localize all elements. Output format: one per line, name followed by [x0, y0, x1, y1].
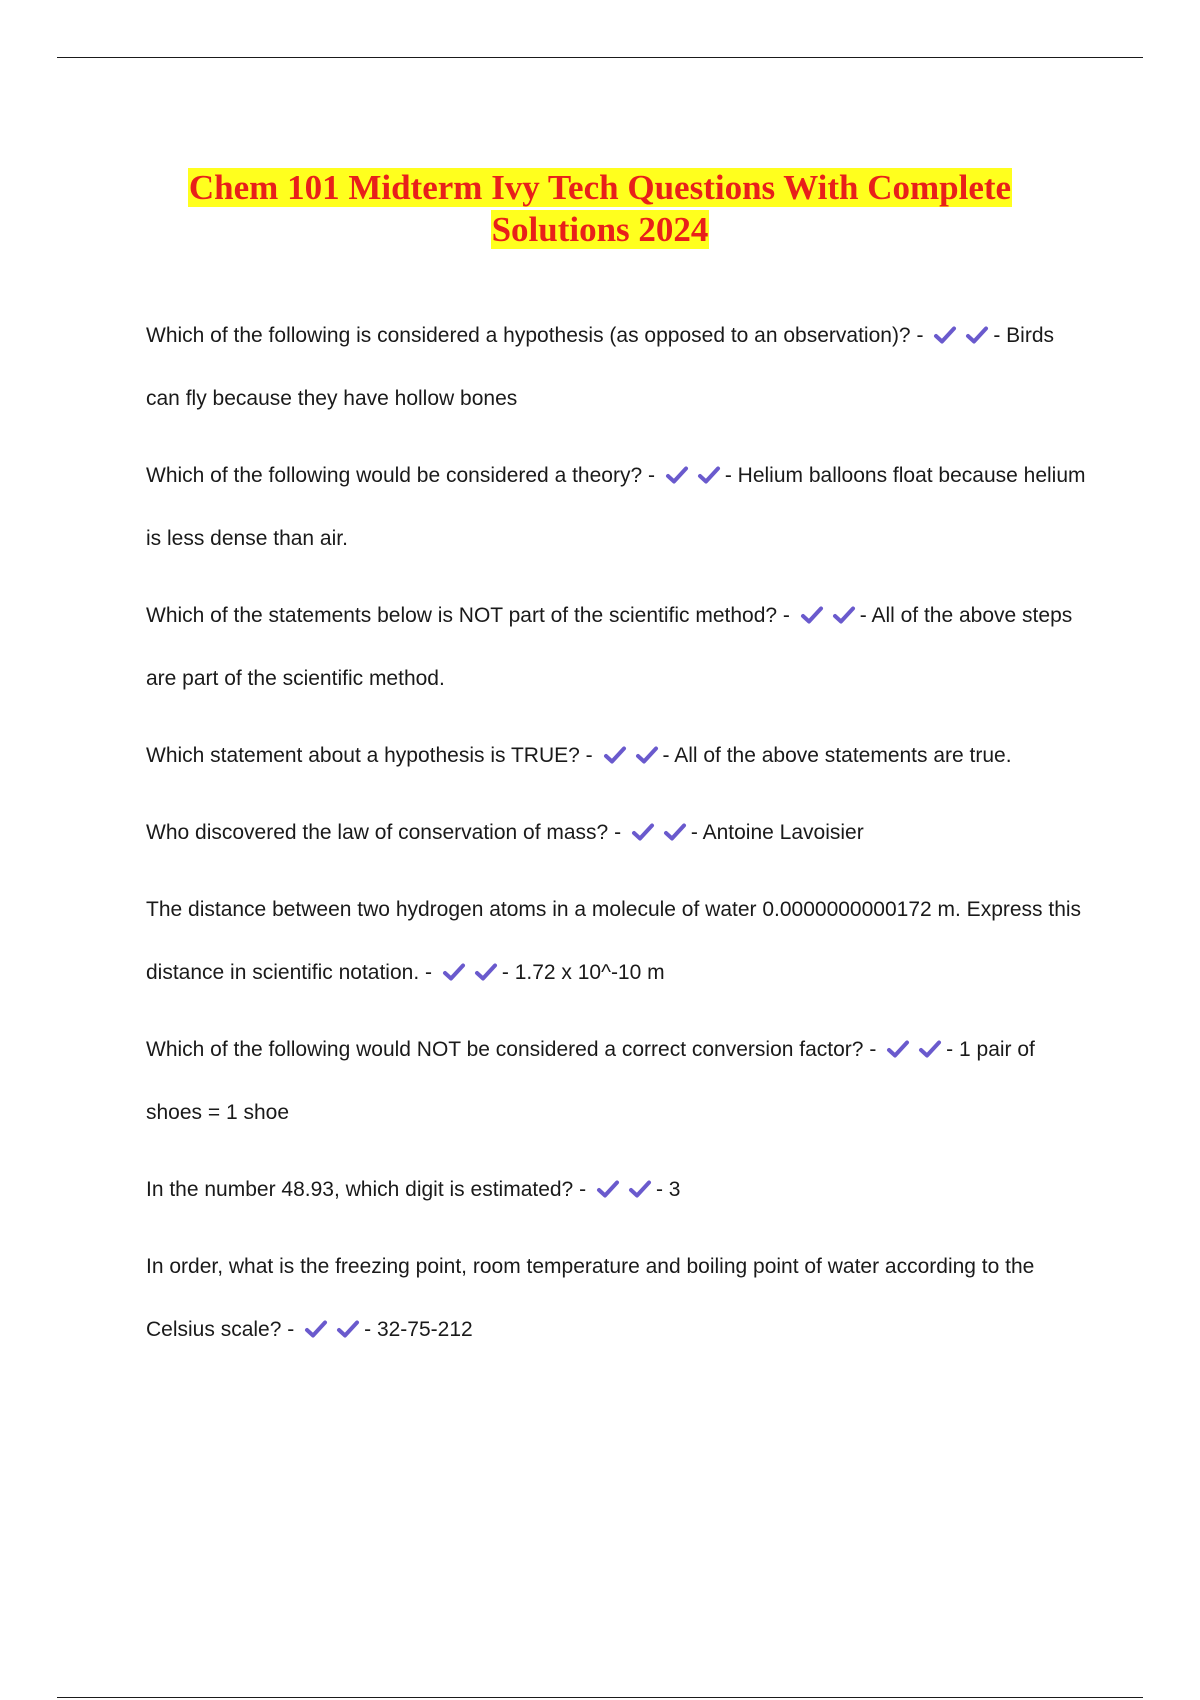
answer-text: 1 pair of shoes = 1 shoe: [146, 1038, 1035, 1124]
question-text: The distance between two hydrogen atoms in a molecule of water 0.0000000000172 m. Express this distance in scientific notation.: [146, 898, 1082, 984]
question-text: Which statement about a hypothesis is TRUE?: [146, 744, 580, 767]
check-icon: [336, 1319, 360, 1339]
separator: -: [993, 324, 1001, 347]
separator: -: [859, 604, 867, 627]
answer-text: 1.72 x 10^-10 m: [514, 961, 665, 984]
qa-item: [146, 444, 1086, 570]
title-line-1: Chem 101 Midterm Ivy Tech Questions With Complete: [188, 168, 1012, 208]
qa-item: [146, 878, 1086, 1004]
separator: -: [946, 1038, 954, 1061]
question-text: Which of the statements below is NOT part of the scientific method?: [146, 604, 778, 627]
check-icon: [631, 822, 655, 842]
check-icon: [697, 465, 721, 485]
separator: -: [662, 744, 670, 767]
question-text: In order, what is the freezing point, room temperature and boiling point of water according to the Celsius scale?: [146, 1255, 1035, 1341]
check-icon: [918, 1039, 942, 1059]
separator: -: [724, 464, 732, 487]
question-text: Who discovered the law of conservation of mass?: [146, 821, 609, 844]
answer-text: Helium balloons float because helium is less dense than air.: [146, 464, 1086, 550]
question-text: In the number 48.93, which digit is estimated?: [146, 1178, 574, 1201]
separator: -: [782, 604, 790, 627]
separator: -: [916, 324, 924, 347]
document-title: [60, 167, 1140, 251]
qa-item: [146, 801, 1086, 864]
separator: -: [647, 464, 655, 487]
separator: -: [869, 1038, 877, 1061]
separator: -: [585, 744, 593, 767]
qa-item: [146, 1235, 1086, 1361]
qa-item: [146, 304, 1086, 430]
answer-text: All of the above steps are part of the scientific method.: [146, 604, 1073, 690]
check-icon: [800, 605, 824, 625]
footer-rule: [57, 1697, 1143, 1698]
title-line-2: Solutions 2024: [491, 210, 709, 250]
separator: -: [364, 1318, 372, 1341]
separator: -: [614, 821, 622, 844]
separator: -: [287, 1318, 295, 1341]
separator: -: [690, 821, 698, 844]
separator: -: [501, 961, 509, 984]
answer-text: Antoine Lavoisier: [702, 821, 864, 844]
qa-item: [146, 724, 1086, 787]
check-icon: [965, 325, 989, 345]
check-icon: [628, 1179, 652, 1199]
question-text: Which of the following is considered a hypothesis (as opposed to an observation)?: [146, 324, 911, 347]
check-icon: [663, 822, 687, 842]
check-icon: [474, 962, 498, 982]
answer-text: 32-75-212: [376, 1318, 473, 1341]
check-icon: [832, 605, 856, 625]
answer-text: 3: [668, 1178, 681, 1201]
check-icon: [603, 745, 627, 765]
answer-text: All of the above statements are true.: [674, 744, 1012, 767]
separator: -: [655, 1178, 663, 1201]
header-rule: [57, 57, 1143, 58]
qa-item: [146, 584, 1086, 710]
check-icon: [596, 1179, 620, 1199]
question-answer-list: [146, 304, 1086, 1375]
separator: -: [579, 1178, 587, 1201]
check-icon: [933, 325, 957, 345]
question-text: Which of the following would be considered a theory?: [146, 464, 643, 487]
answer-text: Birds can fly because they have hollow bones: [146, 324, 1055, 410]
separator: -: [425, 961, 432, 984]
check-icon: [442, 962, 466, 982]
question-text: Which of the following would NOT be considered a correct conversion factor?: [146, 1038, 864, 1061]
check-icon: [886, 1039, 910, 1059]
check-icon: [304, 1319, 328, 1339]
qa-item: [146, 1158, 1086, 1221]
check-icon: [635, 745, 659, 765]
check-icon: [665, 465, 689, 485]
qa-item: [146, 1018, 1086, 1144]
